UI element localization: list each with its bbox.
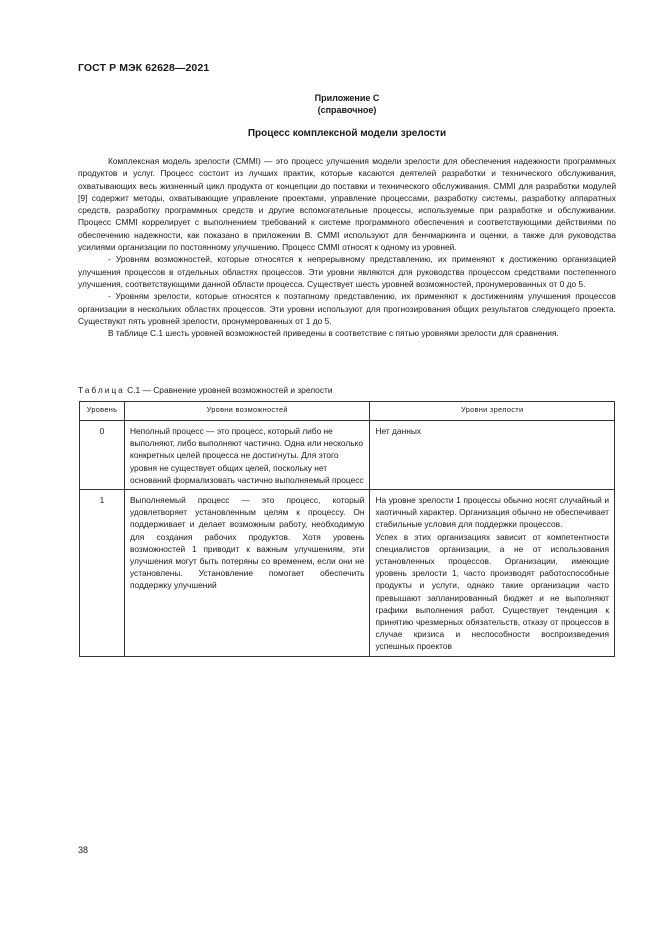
row-level: 1 (80, 490, 125, 657)
row-maturity (370, 490, 615, 657)
appendix-note: (справочное) (317, 105, 377, 115)
header-capability: Уровни возможностей (124, 402, 369, 421)
paragraph-capability-levels: - Уровням возможностей, которые относятся к непрерывному представлению, их применяют к достижению организацией улучшения процессов в отдельных областях процессов. Эти уровни являются для руководства процессом средствами постепенного улучшения, соответствующими данной области процесса. Существует шесть уровней возможностей, пронумерованных от 0 до 5. (78, 254, 616, 289)
page-number: 38 (78, 845, 89, 855)
maturity-text-1: На уровне зрелости 1 процессы обычно носят случайный и хаотичный характер. Организация обычно не обеспечивает стабильные условия для поддержки процессов. (375, 495, 609, 530)
body-text (78, 155, 616, 339)
header-maturity: Уровни зрелости (370, 402, 615, 421)
section-title: Процесс комплексной модели зрелости (247, 128, 447, 139)
table-row (80, 421, 615, 490)
row-capability: Неполный процесс — это процесс, который либо не выполняют, либо выполняют частично. Одна или несколько конкретных целей процесса не достигнуты. Для этого уровня не существует общих целей, поскольку нет оснований формализовать частично выполняемый процесс (124, 421, 369, 490)
table-row (80, 490, 615, 657)
paragraph-intro: Комплексная модель зрелости (CMMI) — это процесс улучшения модели зрелости для обеспечения надежности программных продуктов и услуг. Процесс состоит из лучших практик, которые касаются деятелей разработки и технического обслуживания, охватывающих весь жизненный цикл продукта от концепции до поставки и технического обслуживания. CMMI для разработки модулей [9] содержит методы, охватывающие управление проектами, управление процессами, разработку системы, разработку аппаратных средств, разработку программных средств и другие вспомогательные процессы, используемые при разработке и обслуживании. Процесс CMMI коррелирует с выполнением требований к системе программного обеспечения и соответствующими действиями по обеспечению надежности, как показано в приложении В. CMMI используют для бенчмаркинга и оценки, а также для руководства усилиями организации по постоянному улучшению. Процесс CMMI относят к одному из уровней. (78, 156, 616, 253)
table-caption-prefix: Таблица (78, 385, 125, 395)
paragraph-maturity-levels: - Уровням зрелости, которые относятся к поэтапному представлению, их применяют к достижениям улучшения процессов организации в нескольких областях процессов. Эти уровни используют для прогнозирования общих результатов следующего проекта. Существуют пять уровней зрелости, пронумерованных от 1 до 5. (78, 291, 616, 326)
appendix-label: Приложение С (314, 93, 380, 103)
table-header-row (80, 402, 615, 421)
paragraph-table-reference: В таблице С.1 шесть уровней возможностей приведены в соответствие с пятью уровнями зрелости для сравнения. (108, 328, 559, 339)
standard-header: ГОСТ Р МЭК 62628—2021 (78, 62, 210, 74)
table-caption (78, 385, 333, 395)
maturity-text-2: Успех в этих организациях зависит от компетентности специалистов организации, а не от использования установленных процессов. Организации, имеющие уровень зрелости 1, часто производят работоспособные продукты и услуги, однако такие организации часто превышают запланированный бюджет и не выполняют графики выполнения работ. Существует тенденция к принятию чрезмерных обязательств, отказу от процессов в случае кризиса и неспособности воспроизведения успешных проектов (375, 531, 609, 652)
row-capability: Выполняемый процесс — это процесс, который удовлетворяет установленным целям к процессу. Он поддерживает и делает возможным работу, необходимую для создания рабочих продуктов. Хотя уровень возможностей 1 приводит к важным улучшениям, эти улучшения могут быть потеряны со временем, если они не установлены. Установление помогает обеспечить поддержку улучшений (124, 490, 369, 657)
table-caption-text: С.1 — Сравнение уровней возможностей и зрелости (127, 385, 333, 395)
comparison-table (79, 401, 615, 657)
header-level: Уровень (80, 402, 125, 421)
row-level: 0 (80, 421, 125, 490)
row-maturity: Нет данных (370, 421, 615, 490)
